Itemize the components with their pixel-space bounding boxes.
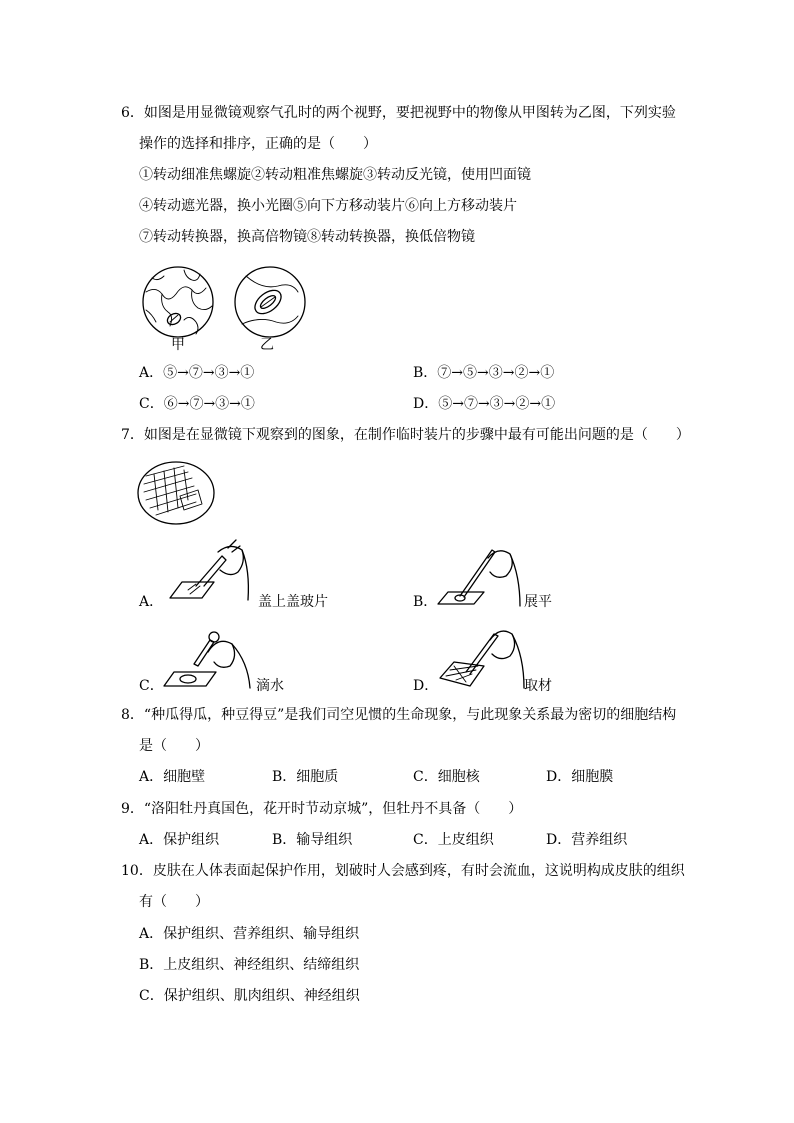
q7-choice-c-label: 滴水: [256, 678, 284, 694]
q7-observed-cells-figure: [136, 460, 216, 526]
q10-stem-line2: 有（ ）: [139, 894, 209, 910]
q7-stem: 7．如图是在显微镜下观察到的图象，在制作临时装片的步骤中最有可能出问题的是（ ）: [121, 427, 690, 443]
q9-choice-d[interactable]: D．营养组织: [546, 832, 628, 848]
q7-choice-d-figure[interactable]: [436, 622, 528, 692]
q10-choice-b[interactable]: B．上皮组织、神经组织、结缔组织: [139, 957, 360, 973]
q7-choice-c-letter[interactable]: C．: [139, 678, 164, 694]
q7-choice-b-letter[interactable]: B．: [413, 594, 438, 610]
q9-choice-c[interactable]: C．上皮组织: [413, 832, 494, 848]
q6-figure-label-yi: 乙: [260, 337, 274, 353]
q8-choice-c[interactable]: C．细胞核: [413, 769, 480, 785]
q7-choice-c-figure[interactable]: [160, 622, 256, 692]
q7-choice-a-letter[interactable]: A．: [139, 594, 164, 610]
q10-choice-a[interactable]: A．保护组织、营养组织、输导组织: [139, 926, 360, 942]
q8-choice-b[interactable]: B．细胞质: [272, 769, 339, 785]
q7-choice-a-label: 盖上盖玻片: [258, 594, 328, 610]
q9-choice-b[interactable]: B．输导组织: [272, 832, 353, 848]
q10-choice-c[interactable]: C．保护组织、肌肉组织、神经组织: [139, 988, 360, 1004]
q6-operation-list-2: ④转动遮光器，换小光圈⑤向下方移动装片⑥向上方移动装片: [139, 198, 517, 214]
q6-choice-b[interactable]: B．⑦→⑤→③→②→①: [413, 365, 555, 381]
q6-choice-d[interactable]: D．⑤→⑦→③→②→①: [413, 396, 556, 412]
q6-choice-a[interactable]: A．⑤→⑦→③→①: [139, 365, 255, 381]
q6-operation-list-3: ⑦转动转换器，换高倍物镜⑧转动转换器，换低倍物镜: [139, 229, 475, 245]
q6-figure-label-jia: 甲: [171, 337, 185, 353]
q6-stem-line2: 操作的选择和排序，正确的是（ ）: [139, 136, 377, 152]
q6-operation-list-1: ①转动细准焦螺旋②转动粗准焦螺旋③转动反光镜，使用凹面镜: [139, 167, 531, 183]
q7-choice-d-letter[interactable]: D．: [413, 678, 439, 694]
q8-choice-d[interactable]: D．细胞膜: [546, 769, 614, 785]
q8-stem-line2: 是（ ）: [139, 738, 209, 754]
q7-choice-b-label: 展平: [524, 594, 552, 610]
q6-figure-jia-microscope-view: [140, 264, 216, 340]
q8-stem-line1: 8．“种瓜得瓜，种豆得豆”是我们司空见惯的生命现象，与此现象关系最为密切的细胞结构: [121, 707, 677, 723]
q6-figure-yi-microscope-view: [232, 264, 308, 340]
q9-stem: 9．“洛阳牡丹真国色，花开时节动京城”，但牡丹不具备（ ）: [121, 801, 523, 817]
q10-stem-line1: 10．皮肤在人体表面起保护作用，划破时人会感到疼，有时会流血，这说明构成皮肤的组织: [121, 863, 685, 879]
q6-stem-line1: 6．如图是用显微镜观察气孔时的两个视野，要把视野中的物像从甲图转为乙图，下列实验: [121, 105, 676, 121]
q7-choice-b-figure[interactable]: [436, 540, 526, 610]
q6-choice-c[interactable]: C．⑥→⑦→③→①: [139, 396, 255, 412]
q7-choice-a-figure[interactable]: [166, 520, 256, 610]
q8-choice-a[interactable]: A．细胞壁: [139, 769, 206, 785]
q7-choice-d-label: 取材: [524, 678, 552, 694]
q9-choice-a[interactable]: A．保护组织: [139, 832, 220, 848]
